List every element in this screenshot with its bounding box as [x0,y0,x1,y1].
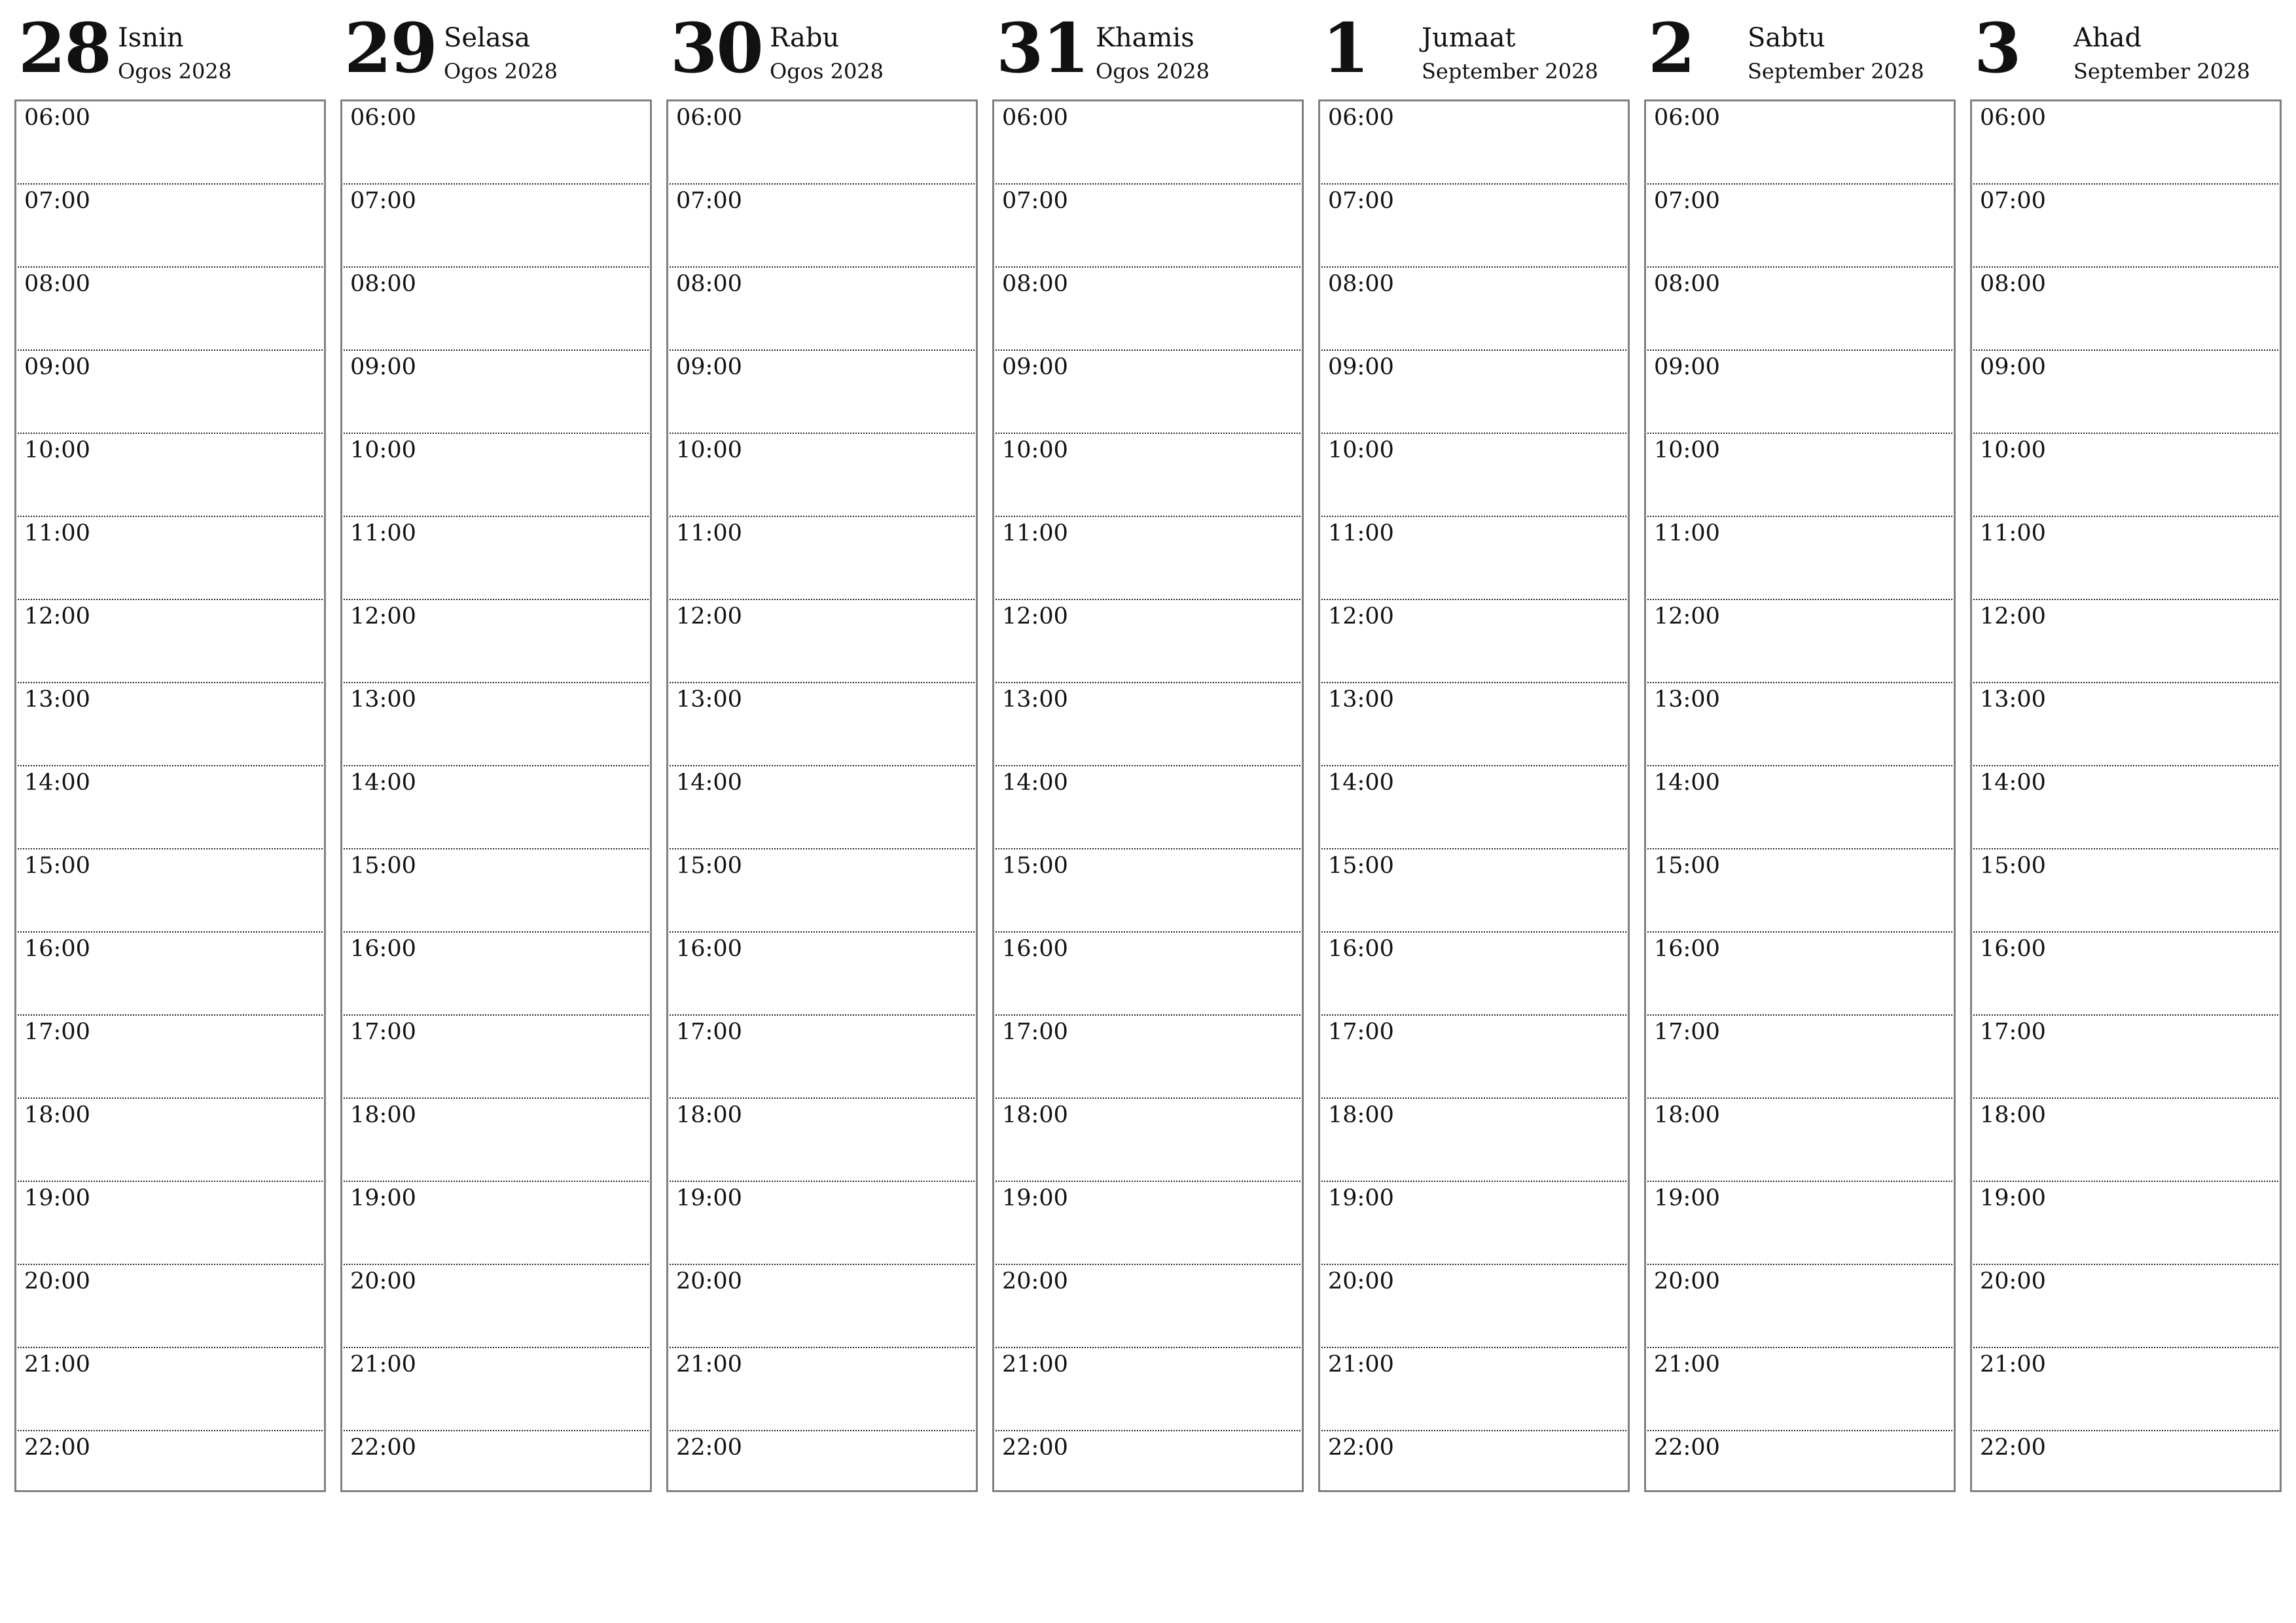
time-label: 11:00 [1980,520,2046,546]
time-slot [18,766,323,849]
time-slot [670,351,975,434]
time-label: 12:00 [676,603,742,630]
time-slot [1647,600,1952,683]
time-slot [670,517,975,600]
time-label: 20:00 [24,1268,90,1294]
time-label: 09:00 [676,354,742,380]
time-slot [1647,517,1952,600]
time-label: 07:00 [1002,188,1068,214]
day-schedule-box [666,99,978,1492]
time-label: 11:00 [676,520,742,546]
time-slot [1647,1016,1952,1099]
time-slot [1973,1431,2278,1513]
time-slot [18,101,323,185]
day-schedule-box [340,99,652,1492]
time-label: 21:00 [24,1351,90,1378]
day-number: 1 [1322,8,1369,88]
time-slot [996,1099,1300,1182]
time-label: 09:00 [24,354,90,380]
time-slot [996,849,1300,933]
time-label: 20:00 [676,1268,742,1294]
day-column [1644,10,1956,1492]
time-label: 13:00 [350,687,416,713]
day-month-year: Ogos 2028 [770,59,884,84]
time-label: 10:00 [24,437,90,463]
time-label: 19:00 [1654,1185,1720,1211]
time-label: 22:00 [1328,1435,1394,1461]
time-slot [996,351,1300,434]
time-slot [1973,101,2278,185]
time-slot [1647,849,1952,933]
time-label: 08:00 [350,271,416,297]
time-label: 18:00 [1002,1102,1068,1128]
time-slot [1973,1099,2278,1182]
day-name: Sabtu [1748,23,1825,53]
time-label: 19:00 [1002,1185,1068,1211]
time-label: 22:00 [350,1435,416,1461]
time-slot [1973,1348,2278,1431]
time-slot [670,1431,975,1513]
time-slot [996,1265,1300,1348]
time-label: 12:00 [1654,603,1720,630]
time-slot [1647,1431,1952,1513]
time-slot [996,1016,1300,1099]
time-label: 07:00 [1328,188,1394,214]
time-slot [1321,1348,1626,1431]
time-label: 15:00 [350,853,416,879]
time-label: 20:00 [1002,1268,1068,1294]
time-slot [996,1431,1300,1513]
time-slot [1973,1182,2278,1265]
time-label: 18:00 [24,1102,90,1128]
day-header [992,10,1304,99]
time-slot [996,933,1300,1016]
time-label: 19:00 [350,1185,416,1211]
time-label: 18:00 [1654,1102,1720,1128]
weekly-planner [14,10,2282,1492]
time-label: 17:00 [1980,1019,2046,1045]
time-label: 06:00 [676,105,742,131]
time-slot [1973,185,2278,268]
time-label: 17:00 [1654,1019,1720,1045]
day-month-year: September 2028 [1748,59,1924,84]
time-slot [344,1265,649,1348]
day-column [992,10,1304,1492]
time-slot [1973,933,2278,1016]
day-column [1318,10,1630,1492]
time-slot [996,1182,1300,1265]
time-slot [344,766,649,849]
day-month-year: Ogos 2028 [444,59,558,84]
time-slot [670,101,975,185]
time-label: 07:00 [1654,188,1720,214]
day-schedule-box [1970,99,2282,1492]
time-slot [670,268,975,351]
time-slot [1647,933,1952,1016]
time-label: 16:00 [1328,936,1394,962]
time-label: 06:00 [1002,105,1068,131]
time-slot [1973,600,2278,683]
time-label: 20:00 [1328,1268,1394,1294]
time-slot [344,683,649,766]
time-label: 20:00 [1980,1268,2046,1294]
time-slot [18,1182,323,1265]
day-month-year: September 2028 [1422,59,1598,84]
time-slot [18,1265,323,1348]
time-slot [996,101,1300,185]
time-slot [344,351,649,434]
time-slot [1321,766,1626,849]
day-name: Khamis [1096,23,1194,53]
time-label: 14:00 [1328,770,1394,796]
time-label: 16:00 [676,936,742,962]
day-month-year: Ogos 2028 [118,59,232,84]
time-slot [1321,517,1626,600]
time-label: 18:00 [350,1102,416,1128]
time-label: 22:00 [1654,1435,1720,1461]
time-label: 14:00 [350,770,416,796]
time-label: 21:00 [1980,1351,2046,1378]
time-label: 07:00 [350,188,416,214]
time-slot [1321,849,1626,933]
time-label: 10:00 [1980,437,2046,463]
time-label: 08:00 [1654,271,1720,297]
time-slot [670,1182,975,1265]
time-label: 21:00 [1328,1351,1394,1378]
time-slot [996,268,1300,351]
day-column [666,10,978,1492]
time-slot [996,600,1300,683]
time-label: 08:00 [1980,271,2046,297]
time-label: 19:00 [1328,1185,1394,1211]
time-label: 16:00 [350,936,416,962]
time-slot [996,766,1300,849]
time-label: 09:00 [350,354,416,380]
time-label: 13:00 [676,687,742,713]
time-slot [1647,1182,1952,1265]
time-slot [1647,683,1952,766]
time-slot [344,600,649,683]
time-slot [1321,268,1626,351]
time-slot [670,1099,975,1182]
time-slot [670,683,975,766]
time-slot [996,434,1300,517]
time-label: 15:00 [1328,853,1394,879]
day-number: 2 [1648,8,1695,88]
time-slot [996,1348,1300,1431]
time-slot [1321,1265,1626,1348]
time-label: 12:00 [1002,603,1068,630]
time-label: 12:00 [24,603,90,630]
time-slot [344,1348,649,1431]
time-label: 06:00 [24,105,90,131]
time-label: 14:00 [24,770,90,796]
time-slot [344,933,649,1016]
time-slot [1321,1016,1626,1099]
time-slot [344,434,649,517]
time-slot [18,1099,323,1182]
day-number: 30 [670,8,762,88]
day-header [1644,10,1956,99]
time-label: 10:00 [1328,437,1394,463]
day-name: Rabu [770,23,840,53]
time-slot [1321,933,1626,1016]
time-label: 11:00 [1654,520,1720,546]
day-schedule-box [1644,99,1956,1492]
time-label: 06:00 [1328,105,1394,131]
time-slot [1321,600,1626,683]
time-slot [670,849,975,933]
time-slot [18,683,323,766]
time-label: 22:00 [676,1435,742,1461]
time-slot [18,434,323,517]
time-label: 15:00 [1002,853,1068,879]
time-slot [1321,185,1626,268]
time-label: 06:00 [1980,105,2046,131]
time-label: 18:00 [676,1102,742,1128]
time-label: 22:00 [1980,1435,2046,1461]
time-label: 17:00 [1328,1019,1394,1045]
time-label: 12:00 [1328,603,1394,630]
time-label: 09:00 [1980,354,2046,380]
time-slot [1647,351,1952,434]
time-slot [996,185,1300,268]
time-slot [1647,434,1952,517]
day-header [1970,10,2282,99]
time-label: 14:00 [676,770,742,796]
time-slot [670,434,975,517]
time-label: 08:00 [676,271,742,297]
time-slot [1321,1431,1626,1513]
time-label: 14:00 [1002,770,1068,796]
time-label: 11:00 [1002,520,1068,546]
time-label: 10:00 [350,437,416,463]
time-slot [18,1016,323,1099]
time-label: 11:00 [24,520,90,546]
time-slot [670,1016,975,1099]
time-label: 08:00 [1328,271,1394,297]
time-slot [18,351,323,434]
time-label: 10:00 [676,437,742,463]
day-schedule-box [1318,99,1630,1492]
time-slot [18,849,323,933]
time-label: 20:00 [1654,1268,1720,1294]
time-slot [996,683,1300,766]
time-slot [344,1099,649,1182]
time-label: 22:00 [1002,1435,1068,1461]
time-slot [670,766,975,849]
time-slot [344,517,649,600]
time-label: 21:00 [350,1351,416,1378]
time-slot [1973,434,2278,517]
time-label: 21:00 [676,1351,742,1378]
time-slot [996,517,1300,600]
time-label: 15:00 [1980,853,2046,879]
time-label: 15:00 [1654,853,1720,879]
time-slot [1647,1099,1952,1182]
time-label: 09:00 [1654,354,1720,380]
time-label: 17:00 [350,1019,416,1045]
time-label: 12:00 [1980,603,2046,630]
time-slot [670,1265,975,1348]
time-label: 13:00 [1328,687,1394,713]
time-slot [18,1348,323,1431]
time-label: 16:00 [1654,936,1720,962]
time-slot [1973,1016,2278,1099]
time-label: 15:00 [676,853,742,879]
time-label: 13:00 [1980,687,2046,713]
time-slot [344,268,649,351]
time-slot [1973,517,2278,600]
time-slot [18,1431,323,1513]
time-slot [1647,101,1952,185]
day-column [340,10,652,1492]
time-label: 06:00 [350,105,416,131]
time-label: 07:00 [1980,188,2046,214]
day-header [666,10,978,99]
time-label: 19:00 [676,1185,742,1211]
time-label: 18:00 [1328,1102,1394,1128]
time-label: 15:00 [24,853,90,879]
time-slot [1647,268,1952,351]
time-label: 17:00 [676,1019,742,1045]
day-header [1318,10,1630,99]
time-slot [670,185,975,268]
day-schedule-box [992,99,1304,1492]
time-slot [1647,185,1952,268]
time-slot [18,933,323,1016]
time-slot [670,600,975,683]
time-label: 11:00 [350,520,416,546]
time-label: 08:00 [1002,271,1068,297]
time-label: 14:00 [1980,770,2046,796]
time-slot [1321,683,1626,766]
day-header [14,10,326,99]
time-label: 09:00 [1328,354,1394,380]
time-slot [1973,849,2278,933]
day-schedule-box [14,99,326,1492]
time-slot [344,1431,649,1513]
day-header [340,10,652,99]
time-label: 22:00 [24,1435,90,1461]
day-month-year: Ogos 2028 [1096,59,1210,84]
time-slot [344,1016,649,1099]
time-label: 13:00 [24,687,90,713]
day-number: 3 [1974,8,2020,88]
time-label: 13:00 [1654,687,1720,713]
day-number: 31 [996,8,1088,88]
time-label: 10:00 [1654,437,1720,463]
day-number: 28 [18,8,111,88]
day-column [1970,10,2282,1492]
time-slot [1973,351,2278,434]
day-name: Jumaat [1422,23,1516,53]
time-slot [344,185,649,268]
time-label: 13:00 [1002,687,1068,713]
time-label: 09:00 [1002,354,1068,380]
time-label: 21:00 [1654,1351,1720,1378]
day-name: Isnin [118,23,184,53]
time-label: 16:00 [1002,936,1068,962]
time-label: 17:00 [1002,1019,1068,1045]
time-slot [1973,766,2278,849]
day-name: Selasa [444,23,531,53]
time-label: 06:00 [1654,105,1720,131]
time-label: 07:00 [24,188,90,214]
time-label: 08:00 [24,271,90,297]
time-label: 17:00 [24,1019,90,1045]
time-label: 20:00 [350,1268,416,1294]
time-slot [1973,683,2278,766]
time-slot [1321,434,1626,517]
time-slot [1647,1348,1952,1431]
time-slot [18,185,323,268]
time-label: 21:00 [1002,1351,1068,1378]
time-label: 10:00 [1002,437,1068,463]
day-name: Ahad [2073,23,2142,53]
time-slot [1321,1099,1626,1182]
time-label: 16:00 [1980,936,2046,962]
time-slot [670,933,975,1016]
time-label: 12:00 [350,603,416,630]
day-column [14,10,326,1492]
time-slot [344,849,649,933]
time-slot [670,1348,975,1431]
time-slot [18,517,323,600]
time-label: 18:00 [1980,1102,2046,1128]
time-slot [18,268,323,351]
time-label: 07:00 [676,188,742,214]
day-month-year: September 2028 [2073,59,2250,84]
time-label: 16:00 [24,936,90,962]
time-label: 19:00 [24,1185,90,1211]
time-slot [1647,1265,1952,1348]
time-slot [18,600,323,683]
time-slot [1321,101,1626,185]
time-slot [1973,1265,2278,1348]
time-slot [1647,766,1952,849]
time-slot [1973,268,2278,351]
time-slot [1321,351,1626,434]
time-label: 11:00 [1328,520,1394,546]
time-label: 14:00 [1654,770,1720,796]
time-slot [1321,1182,1626,1265]
time-slot [344,1182,649,1265]
time-slot [344,101,649,185]
time-label: 19:00 [1980,1185,2046,1211]
day-number: 29 [344,8,437,88]
